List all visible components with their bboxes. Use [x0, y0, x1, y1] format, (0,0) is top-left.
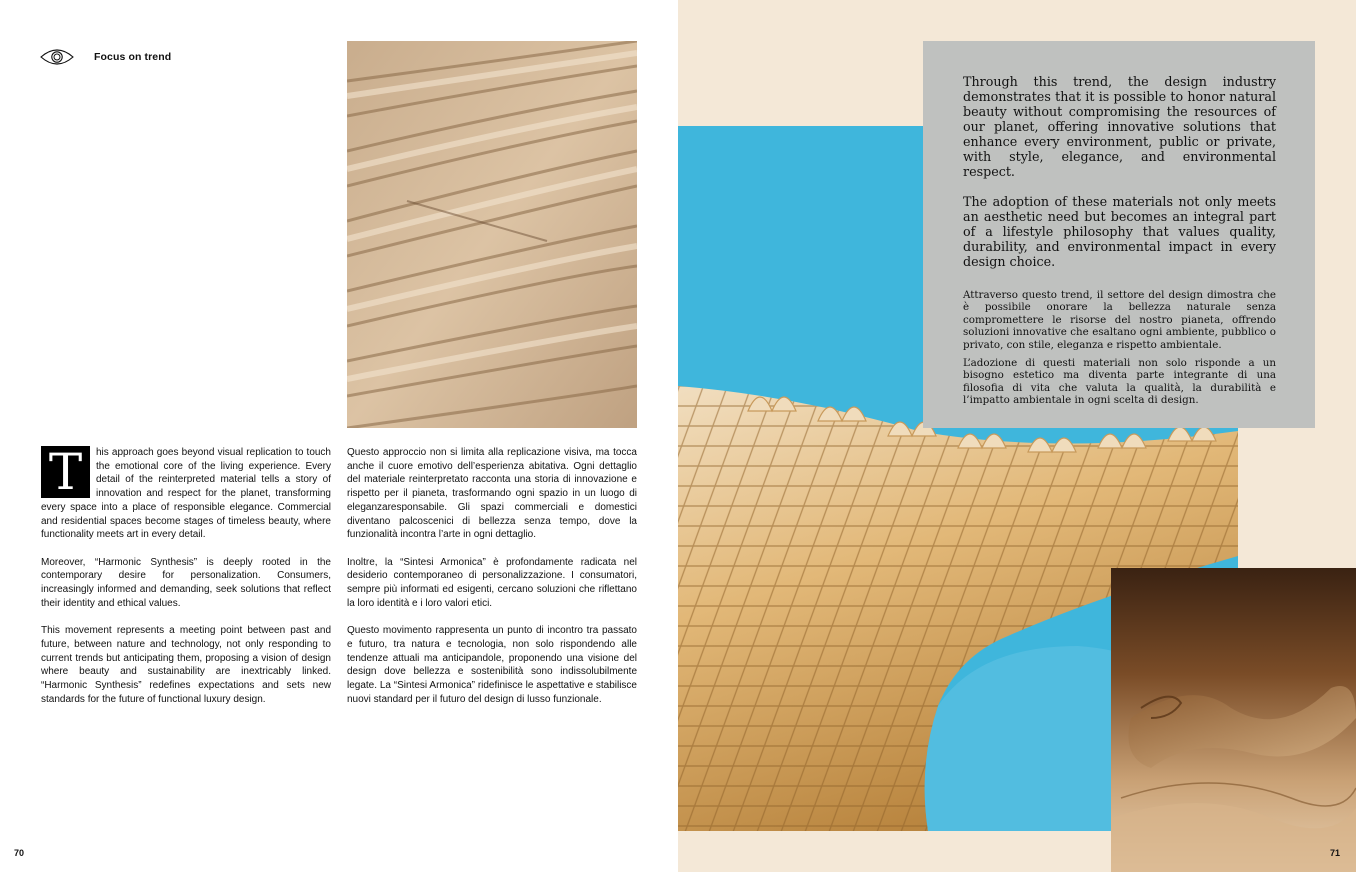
english-paragraph — [41, 443, 331, 542]
italian-text-column — [347, 446, 637, 720]
quote-english-paragraph-2: The adoption of these materials not only meets an aesthetic need but becomes an integral part of a lifestyle philosophy that values quality, durability, and environmental impact in every design choice. — [963, 194, 1276, 269]
english-paragraph-1-text: his approach goes beyond visual replication to touch the emotional core of the living experience. Every detail of the reinterpreted material tells a story of innovation and respect for the planet, transforming every space into a place of responsible elegance. Commercial and residential spaces become stages of timeless beauty, where functionality meets art in every detail. — [41, 447, 331, 541]
quote-box — [923, 41, 1315, 428]
page-number-left: 70 — [14, 848, 25, 858]
palm-leaf-photo — [347, 41, 637, 428]
quote-english-paragraph-1: Through this trend, the design industry demonstrates that it is possible to honor natural beauty without compromising the resources of our planet, offering innovative solutions that enhance every environment, public or private, with style, elegance, and environmental respect. — [963, 74, 1276, 179]
quote-italian-paragraph-2: L’adozione di questi materiali non solo risponde a un bisogno estetico ma diventa parte integrante di una filosofia di vita che valuta la qualità, la durabilità e l’impatto ambientale in ogni scelta di design. — [963, 357, 1276, 407]
italian-paragraph-2: Inoltre, la “Sintesi Armonica” è profondamente radicata nel desiderio contemporaneo di personalizzazione. I consumatori, sempre più informati ed esigenti, cercano soluzioni che riflettano la loro identità e i loro valori etici. — [347, 556, 637, 609]
page-header — [40, 47, 171, 67]
palm-leaf-illustration — [347, 41, 637, 428]
english-paragraph-3: This movement represents a meeting point between past and future, between nature and technology, not only responding to current trends but anticipating them, proposing a vision of design where beauty and sustainability are inextricably linked. “Harmonic Synthesis” redefines expectations and sets new standards for the future of functional luxury design. — [41, 625, 331, 705]
right-page — [678, 0, 1356, 872]
page-number-right: 71 — [1330, 848, 1341, 858]
italian-paragraph-3: Questo movimento rappresenta un punto di incontro tra passato e futuro, tra natura e tecnologia, non solo rispondendo alle tendenze attuali ma anticipandole, proponendo una visione del design dove bellezza e sostenibilità sono indissolubilmente legate. La “Sintesi Armonica” ridefinisce le aspettative e stabilisce nuovi standard per il futuro del design di lusso funzionale. — [347, 625, 637, 705]
english-text-column — [41, 443, 331, 720]
quote-text — [963, 74, 1276, 413]
english-paragraph-2: Moreover, “Harmonic Synthesis” is deeply rooted in the contemporary desire for personalization. Consumers, increasingly informed and demanding, seek solutions that reflect their identity and ethical values. — [41, 556, 331, 609]
silk-fabric-photo — [1111, 568, 1356, 872]
section-label: Focus on trend — [94, 51, 172, 63]
eye-icon — [40, 47, 74, 67]
italian-paragraph-1: Questo approccio non si limita alla replicazione visiva, ma tocca anche il cuore emotivo dell’esperienza abitativa. Ogni dettaglio del materiale reinterpretato racconta una storia di innovazione e rispetto per il pianeta, trasformando ogni spazio in un luogo di eleganzaresponsabile. Gli spazi commerciali e domestici diventano palcoscenici di bellezza senza tempo, dove la funzionalità incontra l’arte in ogni dettaglio. — [347, 447, 637, 541]
dropcap: T — [41, 446, 90, 498]
quote-italian-paragraph-1: Attraverso questo trend, il settore del design dimostra che è possibile onorare la bellezza naturale senza compromettere le risorse del nostro pianeta, offrendo soluzioni innovative che esaltano ogni ambiente, pubblico o privato, con stile, eleganza e rispetto ambientale. — [963, 289, 1276, 351]
silk-fabric-illustration — [1111, 568, 1356, 872]
